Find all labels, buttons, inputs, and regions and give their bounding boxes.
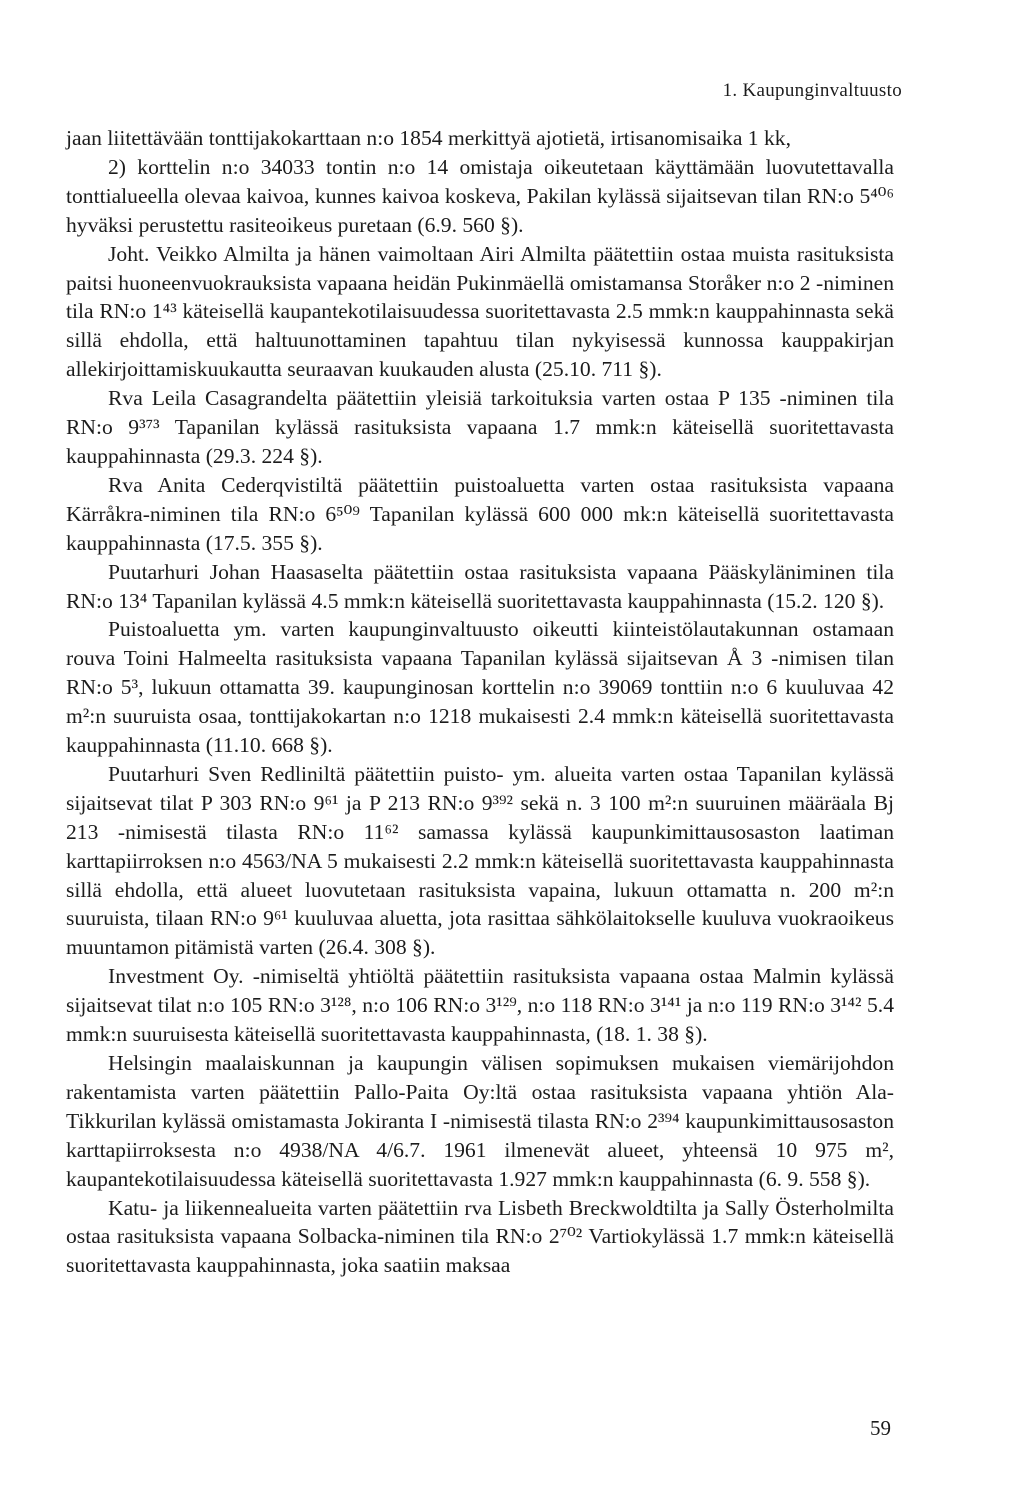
page-number: 59 [870, 1416, 891, 1440]
paragraph-casagrande-purchase: Rva Leila Casagrandelta päätettiin yleisiä tarkoituksia varten ostaa P 135 -niminen tila RN:o 9³⁷³ Tapanilan kylässä rasituksista vapaana 1.7 mmk:n käteisellä suoritettavasta kauppahinnasta (29.3. 224 §). [66, 386, 894, 468]
paragraph-continuation: jaan liitettävään tonttijakokarttaan n:o 1854 merkittyä ajotietä, irtisanomisaika 1 kk, [66, 126, 791, 150]
paragraph-almi-purchase: Joht. Veikko Almilta ja hänen vaimoltaan Airi Almilta päätettiin ostaa muista rasituksista paitsi huoneenvuokrauksista vapaana heidän Pukinmäellä omistamansa Storåker n:o 2 -niminen tila RN:o 1⁴³ käteisellä kaupantekotilaisuudessa suoritettavasta 2.5 mmk:n kauppahinnasta sekä sillä ehdolla, että haltuunottaminen tapahtuu tilan nykyisessä kunnossa kauppakirjan allekirjoittamiskuukautta seuraavan kuukauden alusta (25.10. 711 §). [66, 241, 894, 382]
body-text [66, 124, 894, 1280]
paragraph-halme-purchase: Puistoaluetta ym. varten kaupunginvaltuusto oikeutti kiinteistölautakunnan ostamaan rouva Toini Halmeelta rasituksista vapaana Tapanilan kylässä sijaitsevan Å 3 -nimisen tilan RN:o 5³, lukuun ottamatta 39. kaupunginosan korttelin n:o 39069 tonttiin n:o 6 kuuluvaa 42 m²:n suuruista osaa, tonttijakokartan n:o 1218 mukaisesti 2.4 mmk:n käteisellä suoritettavasta kauppahinnasta (11.10. 668 §). [66, 617, 894, 758]
running-header: 1. Kaupunginvaltuusto [722, 80, 902, 101]
paragraph-investment-oy-purchase: Investment Oy. -nimiseltä yhtiöltä päätettiin rasituksista vapaana ostaa Malmin kylässä sijaitsevat tilat n:o 105 RN:o 3¹²⁸, n:o 106 RN:o 3¹²⁹, n:o 118 RN:o 3¹⁴¹ ja n:o 119 RN:o 3¹⁴² 5.4 mmk:n suuruisesta käteisellä suoritettavasta kauppahinnasta, (18. 1. 38 §). [66, 964, 894, 1047]
paragraph-redlin-purchase: Puutarhuri Sven Redliniltä päätettiin puisto- ym. alueita varten ostaa Tapanilan kylässä sijaitsevat tilat P 303 RN:o 9⁶¹ ja P 213 RN:o 9³⁹² sekä n. 3 100 m²:n suuruinen määräala Bj 213 -nimisestä tilasta RN:o 11⁶² samassa kylässä kaupunkimittausosaston laatiman karttapiirroksen n:o 4563/NA 5 mukaisesti 2.2 mmk:n käteisellä suoritettavasta kauppahinnasta sillä ehdolla, että alueet luovutetaan rasituksista vapaina, lukuun ottamatta n. 200 m²:n suuruista, tilaan RN:o 9⁶¹ kuuluvaa aluetta, jota rasittaa sähkölaitokselle kuuluva vuokraoikeus muuntamon pitämistä varten (26.4. 308 §). [66, 761, 894, 960]
paragraph-haasanen-purchase: Puutarhuri Johan Haasaselta päätettiin ostaa rasituksista vapaana Pääskyläniminen tila RN:o 13⁴ Tapanilan kylässä 4.5 mmk:n käteisellä suoritettavasta kauppahinnasta (15.2. 120 §). [66, 559, 894, 613]
paragraph-cederqvist-purchase: Rva Anita Cederqvistiltä päätettiin puistoaluetta varten ostaa rasituksista vapaana Kärråkra-niminen tila RN:o 6⁵⁰⁹ Tapanilan kylässä 600 000 mk:n käteisellä suoritettavasta kauppahinnasta (17.5. 355 §). [66, 472, 894, 555]
paragraph-pallo-paita-purchase: Helsingin maalaiskunnan ja kaupungin välisen sopimuksen mukaisen viemärijohdon rakentamista varten päätettiin Pallo-Paita Oy:ltä ostaa rasituksista vapaana yhtiön Ala-Tikkurilan kylässä omistamasta Jokiranta I -nimisestä tilasta RN:o 2³⁹⁴ kaupunkimittausosaston karttapiirroksesta n:o 4938/NA 4/6.7. 1961 ilmenevät alueet, yhteensä 10 975 m², kaupantekotilaisuudessa käteisellä suoritettavasta 1.927 mmk:n kauppahinnasta (6. 9. 558 §). [66, 1051, 894, 1191]
paragraph-breckwoldt-purchase: Katu- ja liikennealueita varten päätettiin rva Lisbeth Breckwoldtilta ja Sally Österholmilta ostaa rasituksista vapaana Solbacka-niminen tila RN:o 2⁷⁰² Vartiokylässä 1.7 mmk:n käteisellä suoritettavasta kauppahinnasta, joka saatiin maksaa [66, 1195, 894, 1278]
paragraph-clause-2: 2) korttelin n:o 34033 tontin n:o 14 omistaja oikeutetaan käyttämään luovutettavalla tonttialueella olevaa kaivoa, kunnes kaivoa koskeva, Pakilan kylässä sijaitsevan tilan RN:o 5⁴⁰⁶ hyväksi perustettu rasiteoikeus puretaan (6.9. 560 §). [66, 154, 894, 237]
